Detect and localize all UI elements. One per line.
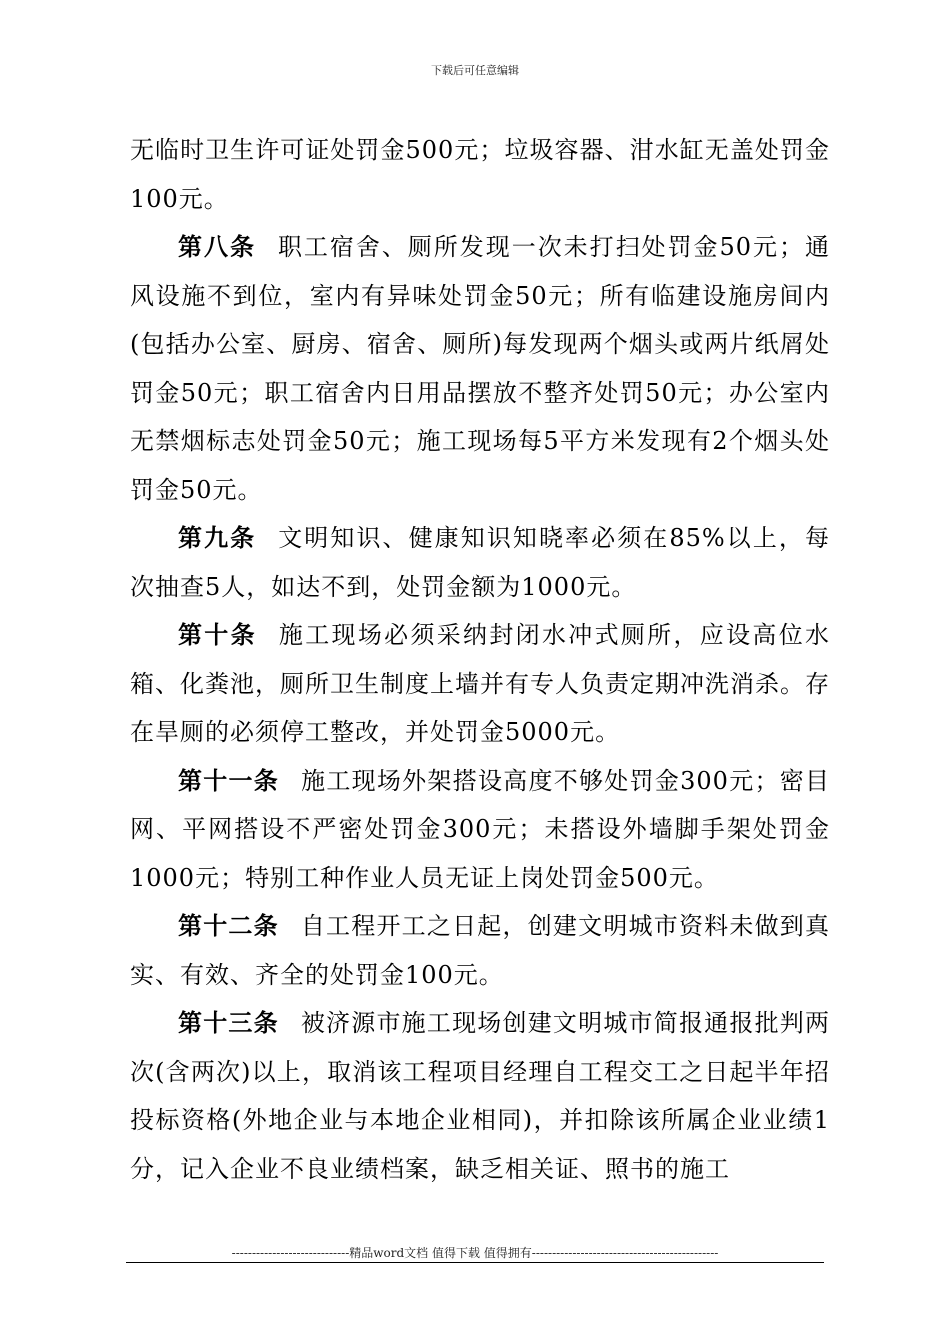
article-title: 第九条 bbox=[178, 523, 257, 552]
article-8 bbox=[130, 223, 830, 514]
document-body bbox=[130, 126, 830, 1193]
paragraph-continuation bbox=[130, 126, 830, 223]
article-body: 施工现场外架搭设高度不够处罚金300元；密目网、平网搭设不严密处罚金300元；未搭设外墙脚手架处罚金1000元；特别工种作业人员无证上岗处罚金500元。 bbox=[130, 766, 830, 892]
article-title: 第十三条 bbox=[178, 1008, 279, 1037]
article-body: 职工宿舍、厕所发现一次未打扫处罚金50元；通风设施不到位，室内有异味处罚金50元；所有临建设施房间内(包括办公室、厨房、宿舍、厕所)每发现两个烟头或两片纸屑处罚金50元；职工宿舍内日用品摆放不整齐处罚50元；办公室内无禁烟标志处罚金50元；施工现场每5平方米发现有2个烟头处罚金50元。 bbox=[130, 233, 830, 504]
article-title: 第十条 bbox=[178, 620, 257, 649]
footer-divider bbox=[126, 1262, 824, 1263]
article-13 bbox=[130, 999, 830, 1193]
page-footer: -----------------------------精品word文档 值得下载 值得拥有---------------------------------------------- bbox=[231, 1246, 719, 1260]
article-body: 自工程开工之日起，创建文明城市资料未做到真实、有效、齐全的处罚金100元。 bbox=[130, 912, 831, 989]
article-12 bbox=[130, 902, 830, 999]
article-body: 施工现场必须采纳封闭水冲式厕所，应设高位水箱、化粪池，厕所卫生制度上墙并有专人负责定期冲洗消杀。存在旱厕的必须停工整改，并处罚金5000元。 bbox=[130, 621, 831, 746]
article-9 bbox=[130, 514, 830, 611]
article-11 bbox=[130, 757, 830, 903]
article-body: 文明知识、健康知识知晓率必须在85%以上，每次抽查5人，如达不到，处罚金额为1000元。 bbox=[130, 524, 831, 601]
article-title: 第八条 bbox=[178, 232, 256, 261]
article-10 bbox=[130, 611, 830, 757]
article-body: 被济源市施工现场创建文明城市简报通报批判两次(含两次)以上，取消该工程项目经理自工程交工之日起半年招投标资格(外地企业与本地企业相同)，并扣除该所属企业业绩1分，记入企业不良业绩档案，缺乏相关证、照书的施工 bbox=[130, 1009, 831, 1183]
article-title: 第十二条 bbox=[178, 911, 279, 940]
article-title: 第十一条 bbox=[178, 765, 280, 795]
paragraph-body: 无临时卫生许可证处罚金500元；垃圾容器、泔水缸无盖处罚金100元。 bbox=[130, 136, 830, 213]
page-header: 下载后可任意编辑 bbox=[431, 64, 519, 77]
